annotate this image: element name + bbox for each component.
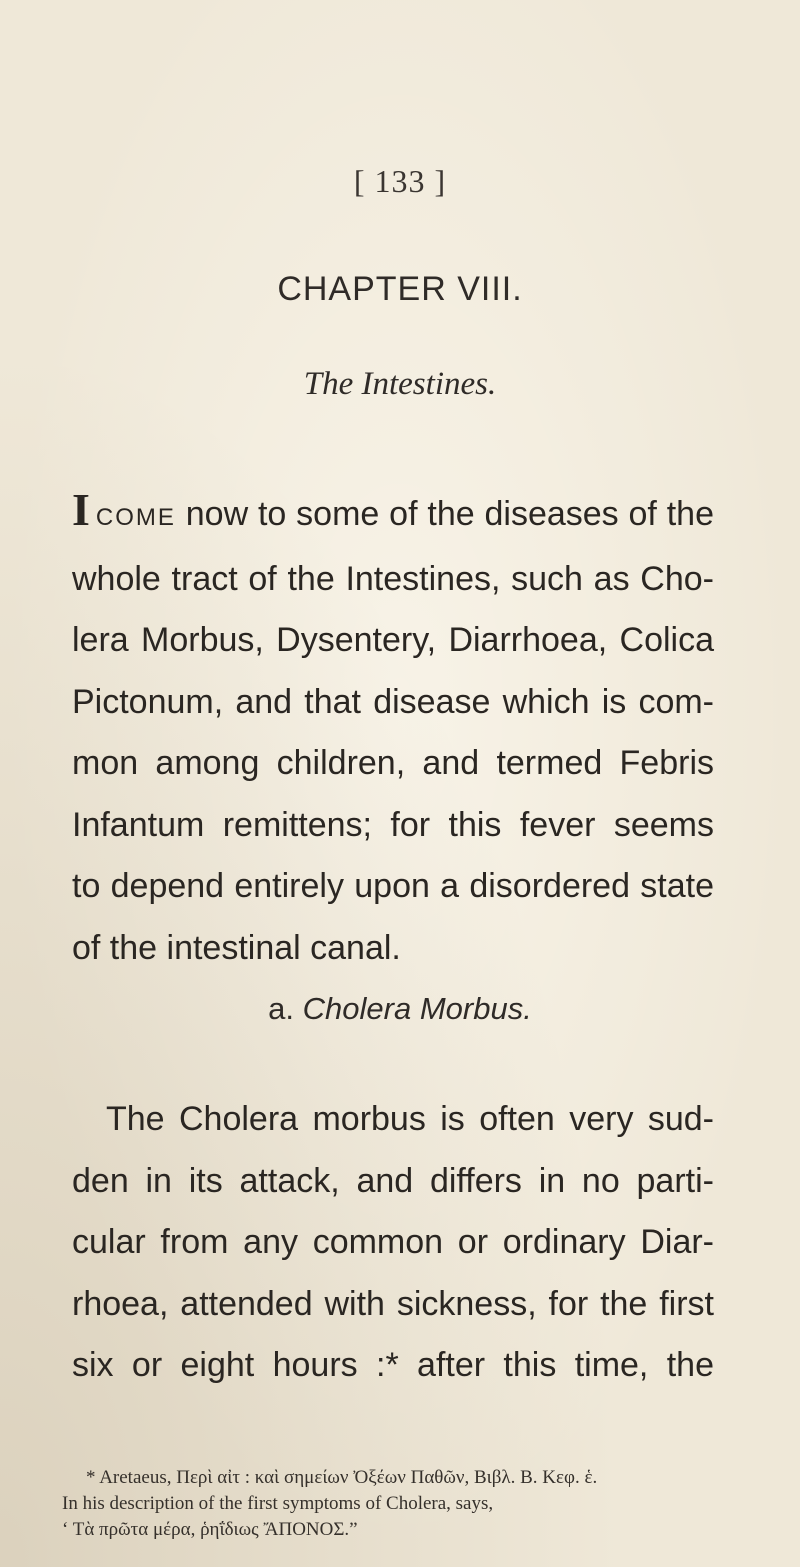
subsection-title [0,991,800,1027]
text-line: six or eight hours :* after this time, the [72,1346,714,1384]
chapter-title: CHAPTER VIII. [277,270,523,308]
text-line: Pictonum, and that disease which is com- [72,682,714,721]
text-line: to depend entirely upon a disordered state [72,867,714,905]
text-line: mon among children, and termed Febris [72,744,714,782]
subsection-label: a. [268,991,295,1026]
text-line: lera Morbus, Dysentery, Diarrhoea, Colica [72,621,714,659]
section-title: The Intestines. [303,366,497,402]
text-line: Infantum remittens; for this fever seems [72,805,714,844]
subsection-name: Cholera Morbus. [302,991,532,1026]
text-line: of the intestinal canal. [72,928,401,967]
cholera-paragraph [72,1089,714,1397]
footnote-line: * Aretaeus, Περὶ αἰτ : καὶ σημείων Ὀξέων Παθῶν, Βιβλ. Β. Κεφ. ἑ. [86,1467,598,1488]
footnote-line: ‘ Τὰ πρῶτα μέρα, ῥηΐδιως ἌΠΟΝΟΣ.” [62,1519,358,1540]
footnote [62,1465,730,1543]
small-caps-word: COME [95,504,176,531]
drop-cap: I [72,484,90,535]
text-line: rhoea, attended with sickness, for the first [72,1284,714,1323]
text-line: The Cholera morbus is often very sud- [106,1100,714,1138]
page-number: [ 133 ] [353,163,447,199]
footnote-line: In his description of the first symptoms of Cholera, says, [62,1493,494,1514]
text-line-rest: now to some of the diseases of the [175,495,714,533]
text-line [72,484,714,549]
text-line: whole tract of the Intestines, such as Cho- [72,559,714,598]
intro-paragraph [72,484,714,979]
text-line: den in its attack, and differs in no parti- [72,1161,714,1200]
text-line: cular from any common or ordinary Diar- [72,1223,714,1261]
